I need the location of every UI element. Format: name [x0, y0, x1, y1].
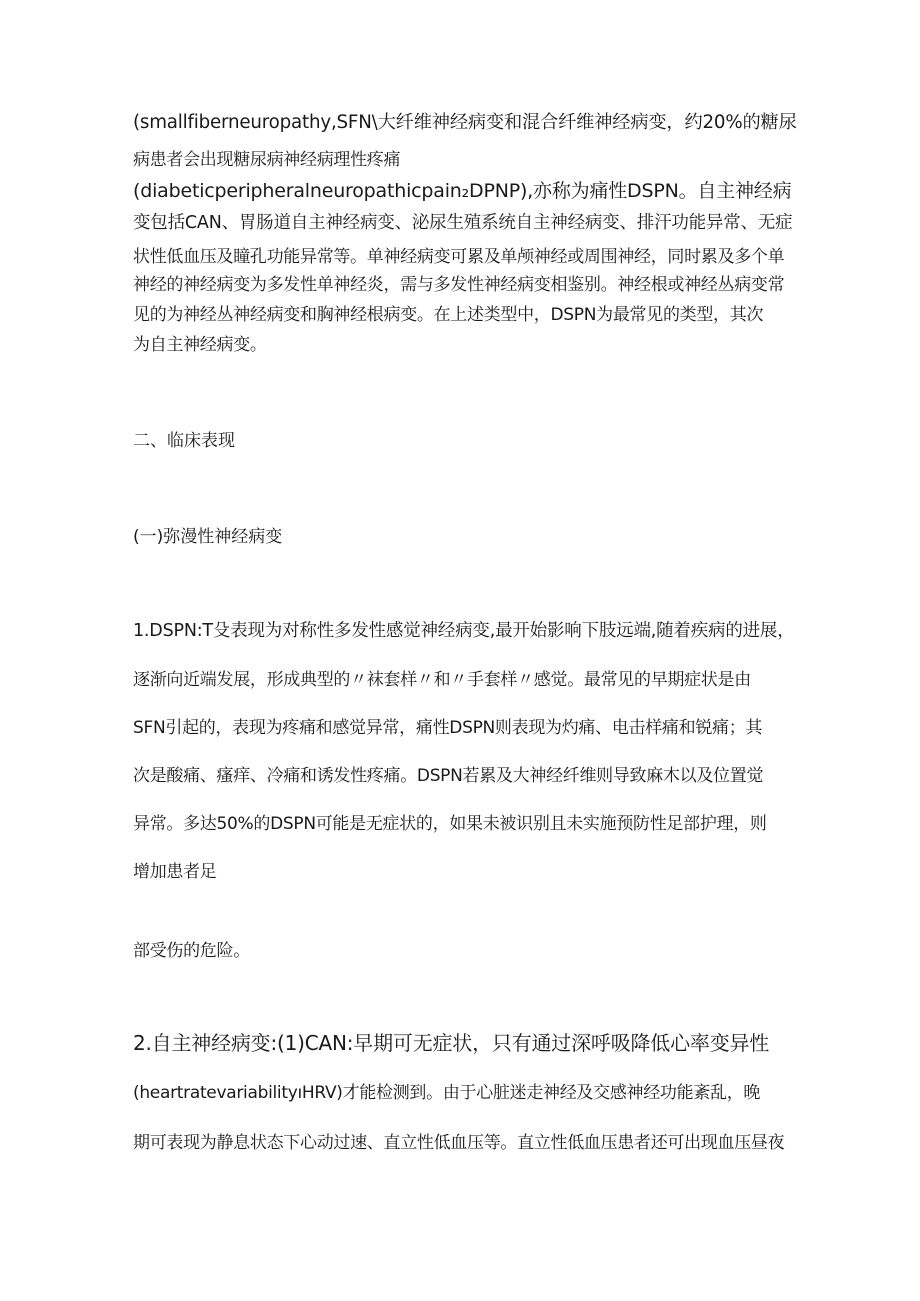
item-line: 异常。多达50%的DSPN可能是无症状的，如果未被识别且未实施预防性足部护理，则 [133, 814, 767, 834]
subsection-heading: (一)弥漫性神经病变 [133, 527, 283, 547]
item-line: 部受伤的危险。 [133, 941, 250, 961]
paragraph-line: (diabeticperipheralneuropathicpain₂DPNP),亦称为痛性DSPN。自主神经病 [133, 180, 792, 202]
paragraph-line: 见的为神经丛神经病变和胸神经根病变。在上述类型中，DSPN为最常见的类型，其次 [133, 305, 764, 325]
paragraph-line: 状性低血压及瞳孔功能异常等。单神经病变可累及单颅神经或周围神经，同时累及多个单 [133, 247, 785, 267]
item-line: (heartratevariabilityıHRV)才能检测到。由于心脏迷走神经及交感神经功能紊乱，晚 [133, 1083, 761, 1103]
paragraph-line: 为自主神经病变。 [133, 335, 267, 355]
paragraph-line: 神经的神经病变为多发性单神经炎，需与多发性神经病变相鉴别。神经根或神经丛病变常 [133, 275, 785, 295]
paragraph-line: (smallfiberneuropathy,SFN\大纤维神经病变和混合纤维神经病变，约20%的糖尿 [133, 112, 797, 133]
item-line: 2.自主神经病变:(1)CAN:早期可无症状，只有通过深呼吸降低心率变异性 [133, 1031, 770, 1055]
item-line: 1.DSPN:T殳表现为对称性多发性感觉神经病变,最开始影响下肢远端,随着疾病的进展， [133, 621, 795, 641]
item-line: 增加患者足 [133, 862, 217, 882]
item-line: 逐渐向近端发展，形成典型的〃袜套样〃和〃手套样〃感觉。最常见的早期症状是由 [133, 670, 751, 690]
item-line: 期可表现为静息状态下心动过速、直立性低血压等。直立性低血压患者还可出现血压昼夜 [133, 1133, 785, 1153]
section-heading: 二、临床表现 [133, 431, 235, 451]
paragraph-line: 病患者会出现糖尿病神经病理性疼痛 [133, 150, 401, 170]
item-line: 次是酸痛、瘙痒、冷痛和诱发性疼痛。DSPN若累及大神经纤维则导致麻木以及位置觉 [133, 766, 764, 786]
item-line: SFN引起的，表现为疼痛和感觉异常，痛性DSPN则表现为灼痛、电击样痛和锐痛；其 [133, 718, 763, 738]
paragraph-line: 变包括CAN、胃肠道自主神经病变、泌尿生殖系统自主神经病变、排汗功能异常、无症 [133, 213, 793, 233]
